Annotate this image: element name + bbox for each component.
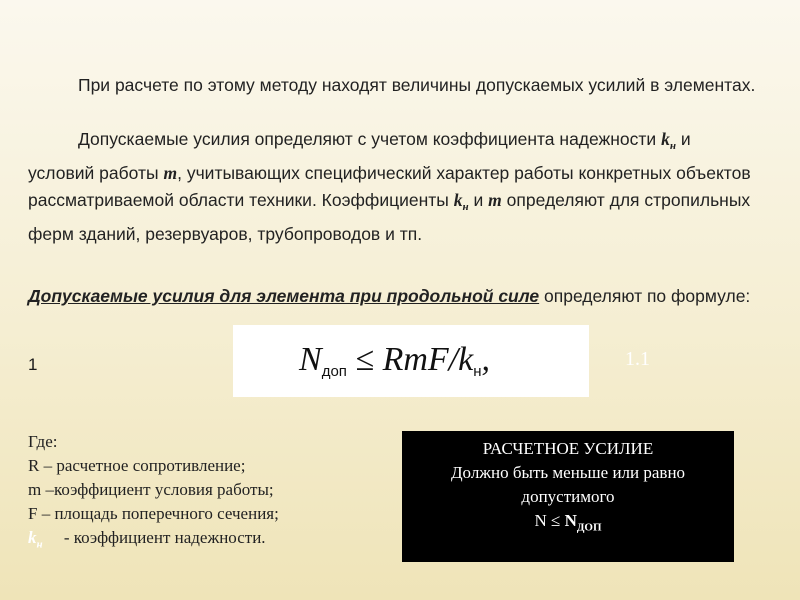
where-legend — [28, 430, 279, 556]
m-symbol: m — [163, 163, 178, 183]
formula-intro-text: определяют по формуле: — [539, 286, 751, 306]
text-part: Допускаемые усилия определяют с учетом коэффициента надежности — [78, 129, 657, 149]
callout-line: Должно быть меньше или равно — [450, 463, 686, 482]
formula — [299, 341, 490, 380]
callout-line: допустимого — [521, 487, 615, 506]
where-heading: Где: — [28, 432, 58, 451]
text-part: и условий работы — [28, 129, 691, 183]
formula-lhs-subscript: доп — [321, 363, 347, 380]
m-symbol: m — [488, 190, 502, 210]
k-symbol: $k_н$ — [28, 528, 43, 551]
callout-box — [402, 431, 734, 562]
legend-item: F – площадь поперечного сечения; — [28, 504, 279, 523]
formula-box — [233, 325, 589, 397]
text-part: и — [473, 190, 484, 210]
paragraph-methods — [28, 72, 758, 99]
equation-left-number: 1 — [28, 355, 38, 374]
k-symbol: k — [453, 190, 463, 210]
callout-title: РАСЧЕТНОЕ УСИЛИЕ — [482, 439, 654, 458]
k-symbol: k — [661, 129, 670, 149]
paragraph-methods-text: При расчете по этому методу находят величины допускаемых усилий в элементах. — [78, 75, 756, 95]
text-part: , учитывающих специфический характер работы конкретных объектов рассматриваемой области техники. Коэффициенты — [28, 163, 751, 210]
formula-relation: ≤ — [355, 341, 375, 378]
equation-right-number: 1.1 — [625, 348, 650, 370]
k-subscript: н — [669, 140, 676, 152]
formula-tail: , — [481, 341, 491, 378]
text-part: определяют для стропильных ферм зданий, резервуаров, трубопроводов и тп. — [28, 190, 751, 244]
k-description: - коэффициент надежности. — [63, 528, 266, 547]
formula-rhs-subscript: н — [473, 363, 482, 380]
formula-rhs: RmF/k — [382, 341, 474, 378]
paragraph-formula-intro — [28, 283, 758, 310]
formula-lhs: N — [299, 341, 322, 378]
legend-item: R – расчетное сопротивление; — [28, 456, 246, 475]
callout-formula: $N \le N_{ДОП}$ — [534, 511, 602, 534]
k-subscript: н — [462, 201, 469, 213]
paragraph-allowable-forces — [28, 126, 758, 248]
legend-item-k — [28, 526, 279, 556]
legend-item: m –коэффициент условия работы; — [28, 480, 274, 499]
underlined-heading: Допускаемые усилия для элемента при продольной силе — [28, 286, 540, 306]
